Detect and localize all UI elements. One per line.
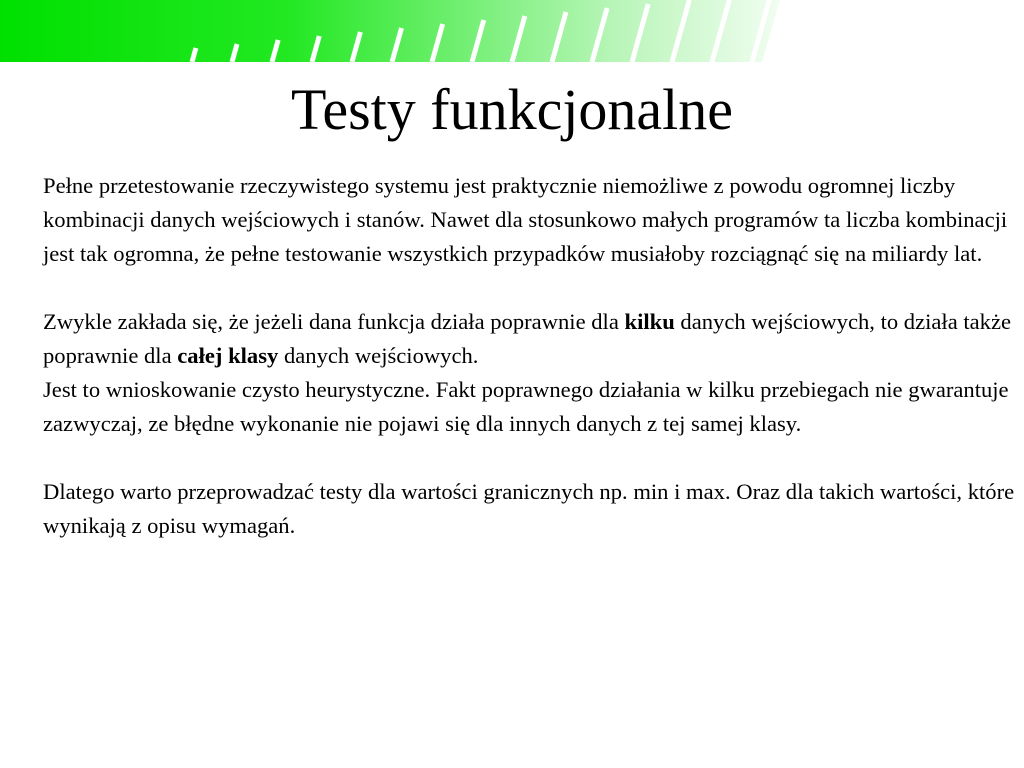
paragraph-2-part2: danych wejściowych, to działa także poprawnie dla [43, 309, 1012, 368]
paragraph-2-part1: Zwykle zakłada się, że jeżeli dana funkcja działa poprawnie dla [43, 309, 625, 334]
slide-body [43, 169, 1018, 543]
paragraph-gap [43, 271, 1018, 305]
paragraph-4: Dlatego warto przeprowadzać testy dla wartości granicznych np. min i max. Oraz dla takich wartości, które wynikają z opisu wymagań. [43, 479, 1015, 538]
paragraph-1: Pełne przetestowanie rzeczywistego systemu jest praktycznie niemożliwe z powodu ogromnej liczby kombinacji danych wejściowych i stanów. Nawet dla stosunkowo małych programów ta liczba kombinacji jest tak ogromna, że pełne testowanie wszystkich przypadków musiałoby rozciągnąć się na miliardy lat. [43, 173, 1008, 266]
paragraph-2-part3: danych wejściowych. [278, 343, 479, 368]
paragraph-2 [43, 305, 1018, 373]
paragraph-2-bold-calej-klasy: całej klasy [177, 343, 279, 368]
paragraph-3: Jest to wnioskowanie czysto heurystyczne. Fakt poprawnego działania w kilku przebiegach nie gwarantuje zazwyczaj, ze błędne wykonanie nie pojawi się dla innych danych z tej samej klasy. [43, 377, 1009, 436]
slide-title: Testy funkcjonalne [290, 77, 734, 142]
paragraph-gap [43, 441, 1018, 475]
header-decoration [0, 0, 1024, 62]
paragraph-2-bold-kilku: kilku [624, 309, 675, 334]
